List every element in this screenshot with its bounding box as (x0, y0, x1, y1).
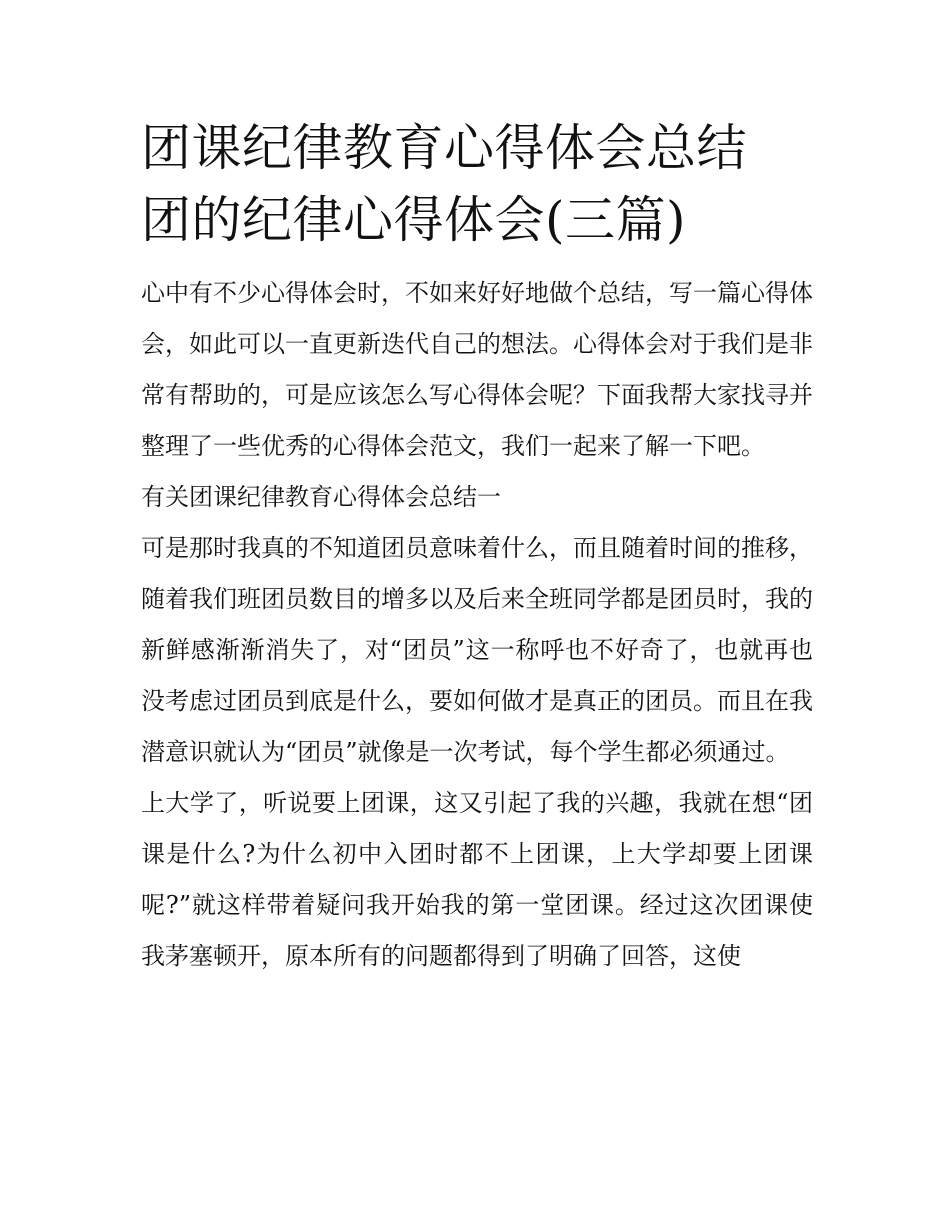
document-page (141, 112, 813, 982)
section-heading: 有关团课纪律教育心得体会总结一 (141, 483, 501, 511)
intro-paragraph: 心中有不少心得体会时，不如来好好地做个总结，写一篇心得体会，如此可以一直更新迭代自己的想法。心得体会对于我们是非常有帮助的，可是应该怎么写心得体会呢？下面我帮大家找寻并整理了一些优秀的心得体会范文，我们一起来了解一下吧。 (141, 279, 813, 460)
body-paragraph: 可是那时我真的不知道团员意味着什么，而且随着时间的推移，随着我们班团员数目的增多以及后来全班同学都是团员时，我的新鲜感渐渐消失了，对“团员”这一称呼也不好奇了，也就再也没考虑过团员到底是什么，要如何做才是真正的团员。而且在我潜意识就认为“团员”就像是一次考试，每个学生都必须通过。 (141, 534, 813, 766)
body-paragraph: 上大学了，听说要上团课，这又引起了我的兴趣，我就在想“团课是什么?为什么初中入团时都不上团课，上大学却要上团课呢?”就这样带着疑问我开始我的第一堂团课。经过这次团课使我茅塞顿开，原本所有的问题都得到了明确了回答，这使 (141, 789, 813, 970)
document-title: 团课纪律教育心得体会总结 团的纪律心得体会(三篇) (141, 119, 747, 249)
